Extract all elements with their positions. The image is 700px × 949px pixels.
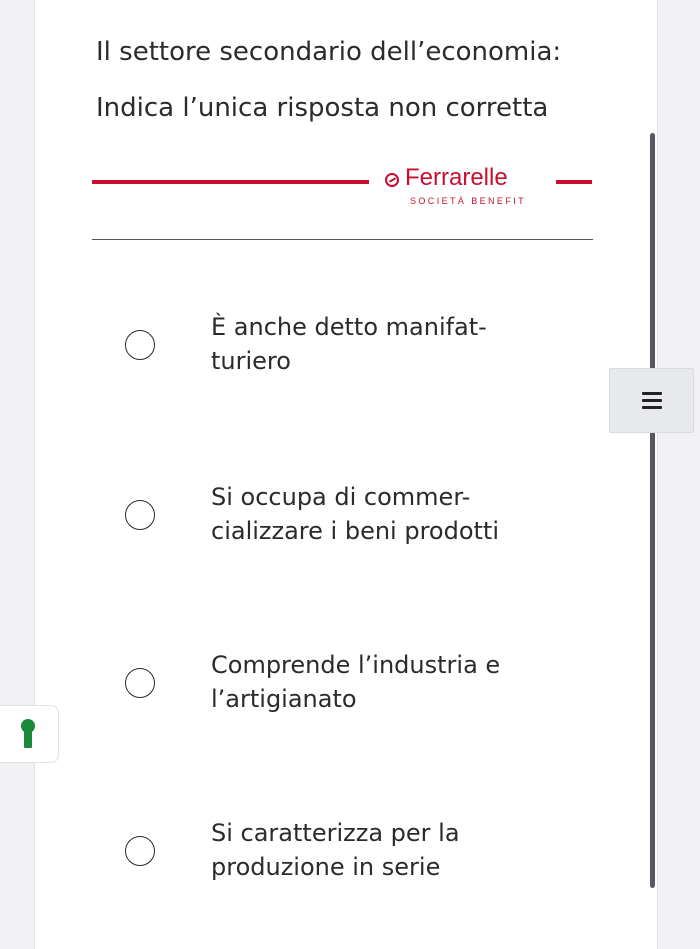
- radio-button[interactable]: [125, 500, 155, 530]
- option-label-line: cializzare i beni prodotti: [211, 517, 500, 545]
- sponsor-tagline: SOCIETÀ BENEFIT: [410, 196, 527, 206]
- scrollbar[interactable]: [650, 133, 655, 888]
- option-label-line: Si occupa di commer-: [211, 483, 471, 511]
- left-edge-panel: [0, 0, 35, 949]
- radio-button[interactable]: [125, 836, 155, 866]
- option-label: [211, 816, 551, 884]
- option-label-line: È anche detto manifat-: [211, 313, 487, 341]
- hamburger-menu-icon: [642, 388, 662, 413]
- side-grip-tab[interactable]: [0, 705, 59, 763]
- option-label: [211, 480, 551, 548]
- menu-button[interactable]: [609, 368, 694, 433]
- radio-button[interactable]: [125, 668, 155, 698]
- option-label: [211, 648, 551, 716]
- answer-option-3[interactable]: [125, 648, 565, 738]
- right-edge-panel: [657, 0, 700, 949]
- option-label: [211, 310, 551, 378]
- option-label-line: l’artigianato: [211, 685, 357, 713]
- sponsor-name: Ferrarelle: [405, 164, 508, 191]
- answer-option-4[interactable]: [125, 816, 565, 906]
- question-instruction: Indica l’unica risposta non corretta: [96, 93, 549, 123]
- brand-rule-left: [92, 180, 369, 184]
- sponsor-banner: [92, 160, 593, 220]
- radio-button[interactable]: [125, 330, 155, 360]
- option-label-line: Comprende l’industria e: [211, 651, 501, 679]
- brand-rule-right: [556, 180, 592, 184]
- question-title: Il settore secondario dell’economia:: [96, 37, 562, 67]
- option-label-line: turiero: [211, 347, 291, 375]
- answer-option-1[interactable]: [125, 310, 565, 400]
- option-label-line: Si caratterizza per la: [211, 819, 460, 847]
- ferrarelle-logo-mark: [385, 173, 399, 187]
- keyhole-icon-stem: [24, 728, 32, 748]
- option-label-line: produzione in serie: [211, 853, 441, 881]
- section-divider: [92, 239, 593, 240]
- answer-option-2[interactable]: [125, 480, 565, 570]
